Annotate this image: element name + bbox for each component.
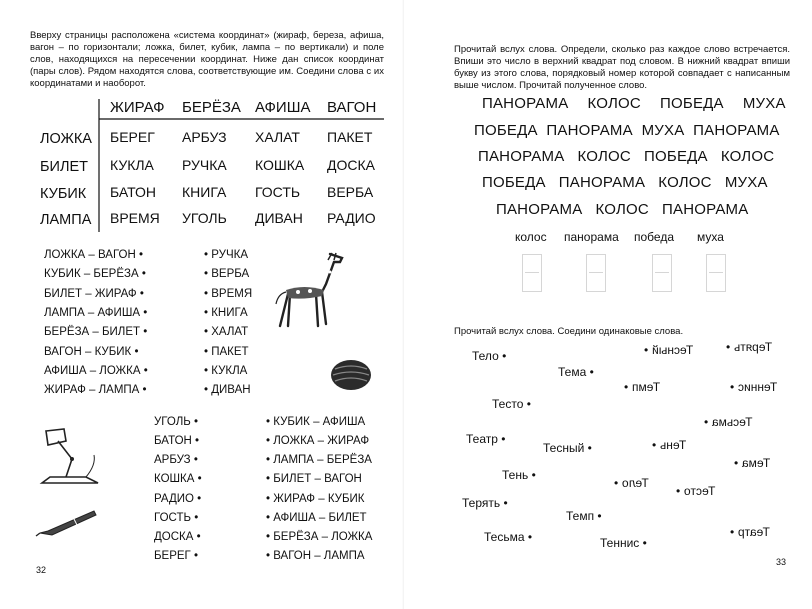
mirrored-word[interactable] xyxy=(726,340,772,354)
connect-dot[interactable]: • xyxy=(642,536,647,550)
connect-dot[interactable]: • xyxy=(194,416,199,428)
word-text: ГОСТЬ xyxy=(154,512,192,524)
pair-text: БЕРЁЗА – БИЛЕТ xyxy=(44,326,141,338)
connect-dot[interactable]: • xyxy=(266,512,271,524)
answer-box[interactable] xyxy=(522,254,542,292)
connect-dot[interactable]: • xyxy=(730,525,735,539)
mirrored-word[interactable] xyxy=(624,380,660,394)
coordinate-pair[interactable] xyxy=(44,268,146,280)
word-item[interactable] xyxy=(154,550,198,562)
connect-dot[interactable]: • xyxy=(266,416,271,428)
word-text: Театр xyxy=(466,432,498,446)
word-text: РАДИО xyxy=(154,493,194,505)
connect-dot[interactable]: • xyxy=(134,346,139,358)
connect-dot[interactable]: • xyxy=(141,268,146,280)
match-word[interactable] xyxy=(462,496,508,510)
mirrored-word[interactable] xyxy=(644,343,693,357)
connect-dot[interactable]: • xyxy=(266,531,271,543)
word: КОЛОС xyxy=(595,201,649,218)
answer-box[interactable] xyxy=(652,254,672,292)
word-text: Темп xyxy=(566,509,595,523)
word-item[interactable] xyxy=(204,346,249,358)
word-text: Теннис xyxy=(600,536,640,550)
pair-text: БИЛЕТ – ЖИРАФ xyxy=(44,288,137,300)
word-text: КУКЛА xyxy=(211,365,248,377)
word-text: ВРЕМЯ xyxy=(211,288,253,300)
word-text: ПАКЕТ xyxy=(211,346,249,358)
word-text: РУЧКА xyxy=(211,249,248,261)
connect-dot[interactable]: • xyxy=(266,435,271,447)
match-word[interactable] xyxy=(492,397,531,411)
grid-cell: АРБУЗ xyxy=(182,129,227,145)
word-line xyxy=(496,201,748,218)
count-word: победа xyxy=(634,230,674,244)
connect-dot[interactable]: • xyxy=(704,415,709,429)
word-text: БАТОН xyxy=(154,435,192,447)
connect-dot[interactable]: • xyxy=(624,380,629,394)
coordinate-pair[interactable] xyxy=(266,435,369,447)
pair-text: КУБИК – БЕРЁЗА xyxy=(44,268,139,280)
coordinate-pair[interactable] xyxy=(44,346,138,358)
pair-text: ЛАМПА – АФИША xyxy=(44,307,141,319)
left-page xyxy=(0,0,404,609)
connect-dot[interactable]: • xyxy=(195,435,200,447)
coordinate-pair[interactable] xyxy=(266,493,364,505)
word-line xyxy=(482,174,768,191)
coordinate-pair[interactable] xyxy=(266,416,365,428)
grid-cell: ГОСТЬ xyxy=(255,184,301,200)
word: КОЛОС xyxy=(658,174,712,191)
match-word[interactable] xyxy=(600,536,647,550)
connect-dot[interactable]: • xyxy=(527,530,533,544)
connect-dot[interactable]: • xyxy=(676,484,681,498)
match-word[interactable] xyxy=(472,349,506,363)
connect-dot[interactable]: • xyxy=(726,340,731,354)
grid-cell: ДОСКА xyxy=(327,157,375,173)
connect-dot[interactable]: • xyxy=(734,456,739,470)
match-word[interactable] xyxy=(558,365,594,379)
grid-col-header: ЖИРАФ xyxy=(110,99,165,116)
word-item[interactable] xyxy=(154,416,198,428)
right-instruction-2: Прочитай вслух слова. Соедини одинаковые слова. xyxy=(454,326,684,337)
right-page xyxy=(404,0,812,609)
connect-dot[interactable]: • xyxy=(142,384,147,396)
connect-dot[interactable]: • xyxy=(266,493,271,505)
word: ПАНОРАМА xyxy=(478,148,565,165)
right-instruction-1: Прочитай вслух слова. Определи, сколько раз каждое слово встречается. Впиши это число в верхний квадрат под словом. В нижний квадрат впиши букву из этого слова, порядковый номер которой совпадает с написанным выше числом. Прочитай полученное слово. xyxy=(454,44,790,91)
coordinate-pair[interactable] xyxy=(266,454,372,466)
word: ПАНОРАМА xyxy=(662,201,749,218)
pen-icon xyxy=(34,505,104,539)
word-text: Тесто xyxy=(683,484,715,498)
grid-cell: КНИГА xyxy=(182,184,227,200)
match-word[interactable] xyxy=(543,441,592,455)
connect-dot[interactable]: • xyxy=(143,365,148,377)
grid-cell: РУЧКА xyxy=(182,157,227,173)
coordinate-pair[interactable] xyxy=(266,531,372,543)
pair-text: ЛАМПА – БЕРЁЗА xyxy=(273,454,372,466)
word-text: Тесный xyxy=(543,441,585,455)
word-text: Тесьма xyxy=(484,530,525,544)
page-number: 33 xyxy=(776,557,787,567)
coordinate-pair[interactable] xyxy=(266,473,362,485)
connect-dot[interactable]: • xyxy=(589,365,594,379)
word-text: Теннис xyxy=(737,380,777,394)
grid-cell: БАТОН xyxy=(110,184,157,200)
word: КОЛОС xyxy=(587,95,641,112)
word-line xyxy=(482,95,786,112)
count-word: панорама xyxy=(564,230,619,244)
match-word[interactable] xyxy=(484,530,532,544)
lamp-icon xyxy=(36,425,106,487)
pair-text: ВАГОН – КУБИК xyxy=(44,346,132,358)
word: МУХА xyxy=(742,95,786,112)
word-item[interactable] xyxy=(154,493,201,505)
pair-text: БЕРЁЗА – ЛОЖКА xyxy=(273,531,373,543)
word-item[interactable] xyxy=(154,512,198,524)
word-item[interactable] xyxy=(204,268,249,280)
connect-dot[interactable]: • xyxy=(531,468,536,482)
word: ПАНОРАМА xyxy=(482,95,569,112)
word-line xyxy=(474,122,780,139)
pair-text: АФИША – БИЛЕТ xyxy=(273,512,367,524)
word: ПАНОРАМА xyxy=(558,174,646,191)
grid-cell: ХАЛАТ xyxy=(255,129,300,145)
coordinate-pair[interactable] xyxy=(44,288,144,300)
connect-dot[interactable]: • xyxy=(501,432,506,446)
connect-dot[interactable]: • xyxy=(204,249,209,261)
grid-row-label: БИЛЕТ xyxy=(40,159,88,175)
word: ПОБЕДА xyxy=(482,174,546,191)
grid-cell: БЕРЕГ xyxy=(110,129,155,145)
coordinate-pair[interactable] xyxy=(266,550,365,562)
coordinate-pair[interactable] xyxy=(266,512,367,524)
word-text: ВЕРБА xyxy=(211,268,250,280)
connect-dot[interactable]: • xyxy=(502,349,507,363)
match-word[interactable] xyxy=(566,509,602,523)
grid-cell: ВРЕМЯ xyxy=(110,210,160,226)
word-text: ДИВАН xyxy=(211,384,251,396)
word-text: Тесто xyxy=(492,397,524,411)
grid-cell: ДИВАН xyxy=(255,210,303,226)
count-word: муха xyxy=(697,230,724,244)
connect-dot[interactable]: • xyxy=(204,288,209,300)
word-text: Тень xyxy=(502,468,529,482)
connect-dot[interactable]: • xyxy=(652,438,657,452)
word-text: Терять xyxy=(462,496,501,510)
grid-col-header: АФИША xyxy=(255,99,311,116)
connect-dot[interactable]: • xyxy=(204,326,209,338)
connect-dot[interactable]: • xyxy=(139,288,144,300)
word-item[interactable] xyxy=(154,454,198,466)
word: КОЛОС xyxy=(577,148,631,165)
connect-dot[interactable]: • xyxy=(204,346,209,358)
word-text: Тело xyxy=(472,349,499,363)
word: МУХА xyxy=(724,174,768,191)
connect-dot[interactable]: • xyxy=(143,326,148,338)
connect-dot[interactable]: • xyxy=(730,380,735,394)
pair-text: АФИША – ЛОЖКА xyxy=(44,365,141,377)
grid-col-header: ВАГОН xyxy=(327,99,377,116)
word-text: КОШКА xyxy=(154,473,195,485)
mirrored-word[interactable] xyxy=(730,380,777,394)
word: ПАНОРАМА xyxy=(496,201,583,218)
answer-box[interactable] xyxy=(706,254,726,292)
connect-dot[interactable]: • xyxy=(194,550,199,562)
grid-row-label: КУБИК xyxy=(40,186,87,202)
word-item[interactable] xyxy=(204,307,248,319)
word-text: Тема xyxy=(741,456,770,470)
word-item[interactable] xyxy=(204,288,252,300)
word-text: Театр xyxy=(737,525,770,539)
word-text: Тесьма xyxy=(711,415,753,429)
pair-text: ЖИРАФ – КУБИК xyxy=(273,493,365,505)
connect-dot[interactable]: • xyxy=(597,509,602,523)
word-text: Тема xyxy=(558,365,587,379)
mirrored-word[interactable] xyxy=(676,484,715,498)
grid-cell: КУКЛА xyxy=(110,157,154,173)
connect-dot[interactable]: • xyxy=(204,384,209,396)
word: ПОБЕДА xyxy=(474,122,538,139)
word-text: ДОСКА xyxy=(154,531,194,543)
coordinate-pair[interactable] xyxy=(44,365,148,377)
word-item[interactable] xyxy=(154,473,202,485)
connect-dot[interactable]: • xyxy=(204,307,209,319)
word: КОЛОС xyxy=(720,148,775,165)
grid-cell: ВЕРБА xyxy=(327,184,374,200)
connect-dot[interactable]: • xyxy=(197,473,202,485)
grid-cell: РАДИО xyxy=(327,210,376,226)
connect-dot[interactable]: • xyxy=(503,496,508,510)
count-word: колос xyxy=(515,230,547,244)
mirrored-word[interactable] xyxy=(730,525,769,539)
connect-dot[interactable]: • xyxy=(266,550,271,562)
connect-dot[interactable]: • xyxy=(266,473,271,485)
pair-text: БИЛЕТ – ВАГОН xyxy=(273,473,362,485)
giraffe-icon xyxy=(268,250,358,330)
coordinate-pair[interactable] xyxy=(44,249,143,261)
connect-dot[interactable]: • xyxy=(614,476,619,490)
connect-dot[interactable]: • xyxy=(587,441,592,455)
word-text: АРБУЗ xyxy=(154,454,191,466)
connect-dot[interactable]: • xyxy=(266,454,271,466)
mirrored-word[interactable] xyxy=(614,476,648,490)
page-number: 32 xyxy=(36,565,47,575)
mirrored-word[interactable] xyxy=(652,438,686,452)
connect-dot[interactable]: • xyxy=(143,307,148,319)
word-item[interactable] xyxy=(154,531,201,543)
left-intro-text: Вверху страницы расположена «система координат» (жираф, береза, афиша, вагон – по горизонтали; ложка, билет, кубик, лампа – по вертикали) и поле слов, находящихся на пересечении координат. Ниже дан список координат (пары слов). Рядом находятся слова, соответствующие им. Соедини слова с их координатами и наоборот. xyxy=(30,30,384,89)
coordinate-pair[interactable] xyxy=(44,326,147,338)
word-item[interactable] xyxy=(204,384,251,396)
word-item[interactable] xyxy=(204,365,247,377)
word-line xyxy=(478,148,774,165)
word-text: ХАЛАТ xyxy=(211,326,249,338)
answer-box[interactable] xyxy=(586,254,606,292)
pair-text: ЛОЖКА – ЖИРАФ xyxy=(273,435,370,447)
connect-dot[interactable]: • xyxy=(204,268,209,280)
connect-dot[interactable]: • xyxy=(194,512,199,524)
coordinate-pair[interactable] xyxy=(44,384,147,396)
word-text: КНИГА xyxy=(211,307,248,319)
word-item[interactable] xyxy=(204,249,248,261)
connect-dot[interactable]: • xyxy=(644,343,649,357)
word: ПОБЕДА xyxy=(644,148,708,165)
word-text: Тело xyxy=(621,476,649,490)
grid-col-header: БЕРЁЗА xyxy=(182,99,241,116)
pair-text: КУБИК – АФИША xyxy=(273,416,366,428)
word: ПАНОРАМА xyxy=(693,122,780,139)
word-item[interactable] xyxy=(204,326,248,338)
connect-dot[interactable]: • xyxy=(196,531,201,543)
grid-cell: УГОЛЬ xyxy=(182,210,227,226)
word-text: Тесный xyxy=(651,343,693,357)
word: ПАНОРАМА xyxy=(546,122,633,139)
mirrored-word[interactable] xyxy=(704,415,752,429)
connect-dot[interactable]: • xyxy=(139,249,144,261)
pair-text: ЖИРАФ – ЛАМПА xyxy=(44,384,140,396)
coordinate-pair[interactable] xyxy=(44,307,147,319)
word-text: БЕРЕГ xyxy=(154,550,191,562)
grid-row-label: ЛАМПА xyxy=(40,212,92,228)
word-text: Тень xyxy=(659,438,686,452)
connect-dot[interactable]: • xyxy=(526,397,531,411)
word-item[interactable] xyxy=(154,435,199,447)
mirrored-word[interactable] xyxy=(734,456,770,470)
connect-dot[interactable]: • xyxy=(197,493,202,505)
grid-cell: КОШКА xyxy=(255,157,305,173)
word-text: Терять xyxy=(733,340,772,354)
grid-row-label: ЛОЖКА xyxy=(40,131,92,147)
word: МУХА xyxy=(641,122,685,139)
watermelon-icon xyxy=(329,357,373,393)
match-word[interactable] xyxy=(502,468,536,482)
word: ПОБЕДА xyxy=(660,95,724,112)
match-word[interactable] xyxy=(466,432,505,446)
connect-dot[interactable]: • xyxy=(193,454,198,466)
connect-dot[interactable]: • xyxy=(204,365,209,377)
word-text: Темп xyxy=(631,380,660,394)
pair-text: ЛОЖКА – ВАГОН xyxy=(44,249,136,261)
pair-text: ВАГОН – ЛАМПА xyxy=(273,550,365,562)
grid-cell: ПАКЕТ xyxy=(327,129,373,145)
word-text: УГОЛЬ xyxy=(154,416,191,428)
